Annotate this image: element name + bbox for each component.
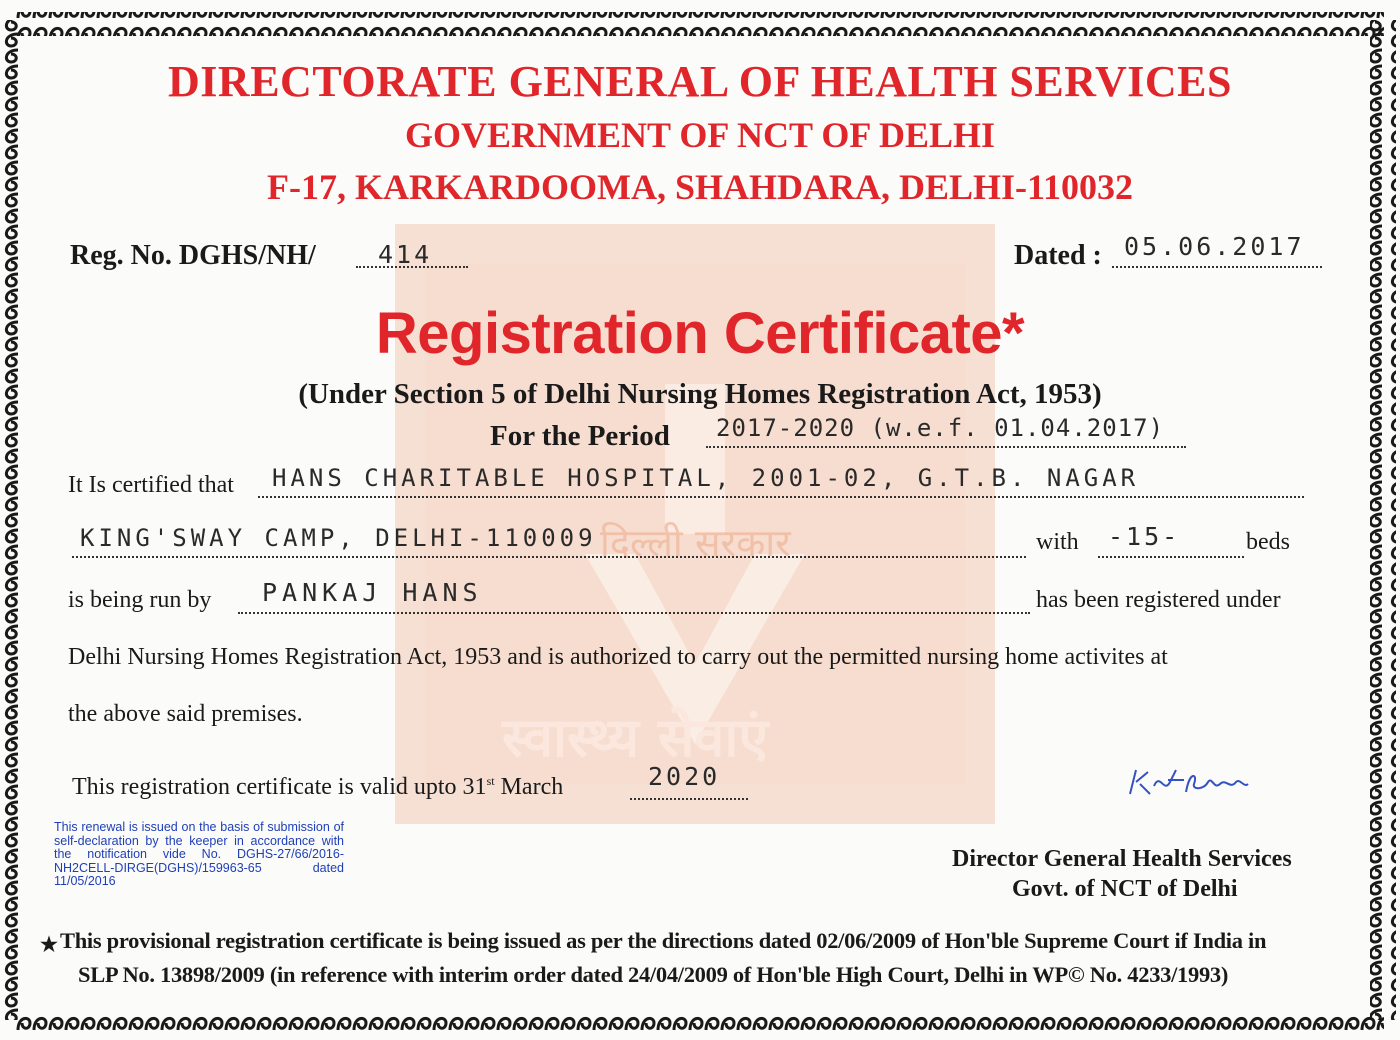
valid-prefix: This registration certificate is valid upto 31 [72,774,487,800]
hospital-line-1: HANS CHARITABLE HOSPITAL, 2001-02, G.T.B. NAGAR [272,464,1140,492]
header-address: F-17, KARKARDOOMA, SHAHDARA, DELHI-110032 [266,167,1133,207]
footnote-line-1: This provisional registration certificate is being issued as per the directions dated 02/06/2009 of Hon'ble Supreme Court if India in [60,928,1267,953]
reg-label: Reg. No. DGHS/NH/ [70,240,316,271]
run-by-value: PANKAJ HANS [262,578,483,607]
watermark-hindi-top: दिल्ली सरकार [600,521,791,565]
valid-dots [630,798,748,800]
hospital-dots-1 [258,496,1304,498]
signature [1124,764,1254,800]
watermark-hindi-bottom: स्वास्थ्य सेवाएं [502,706,769,769]
period-value: 2017-2020 (w.e.f. 01.04.2017) [716,414,1165,442]
dated-dots [1112,266,1322,268]
footnote-line-2: SLP No. 13898/2009 (in reference with interim order dated 24/04/2009 of Hon'ble High Court, Delhi in WP© No. 4233/1993) [78,962,1229,987]
valid-sup: st [486,774,495,788]
valid-year: 2020 [648,762,721,791]
valid-month: March [494,774,564,800]
period-dots [706,446,1186,448]
run-by-label: is being run by [68,587,212,613]
certificate-title: Registration Certificate* [375,301,1025,366]
footnote-star: ★ [40,934,58,956]
renewal-note: This renewal is issued on the basis of submission of self-declaration by the keeper in accordance with the notification vide No. DGHS-27/66/2016-NH2CELL-DIRGE(DGHS)/159963-65 dated 11/05/2016 [54,820,344,889]
act-line: (Under Section 5 of Delhi Nursing Homes Registration Act, 1953) [298,378,1102,410]
body-line-1: Delhi Nursing Homes Registration Act, 1953 and is authorized to carry out the permitted nursing home activites at [68,644,1168,670]
body-line-2: the above said premises. [68,701,303,727]
with-label: with [1036,529,1079,555]
header-org: DIRECTORATE GENERAL OF HEALTH SERVICES [168,57,1232,106]
period-label: For the Period [490,420,670,452]
header-govt: GOVERNMENT OF NCT OF DELHI [404,115,996,155]
reg-number: 414 [378,240,433,269]
valid-line [72,774,563,801]
certified-label: It Is certified that [68,472,234,498]
registered-under: has been registered under [1036,587,1281,613]
beds-dots [1098,556,1244,558]
hospital-dots-2 [72,556,1026,558]
beds-label: beds [1246,529,1290,555]
dated-label: Dated : [1014,240,1102,271]
dated-value: 05.06.2017 [1124,232,1305,261]
run-by-dots [238,612,1030,614]
signatory-title: Director General Health Services [952,846,1292,872]
hospital-line-2: KING'SWAY CAMP, DELHI-110009 [80,524,597,552]
beds-value: -15- [1108,522,1181,551]
signatory-govt: Govt. of NCT of Delhi [1012,876,1238,902]
